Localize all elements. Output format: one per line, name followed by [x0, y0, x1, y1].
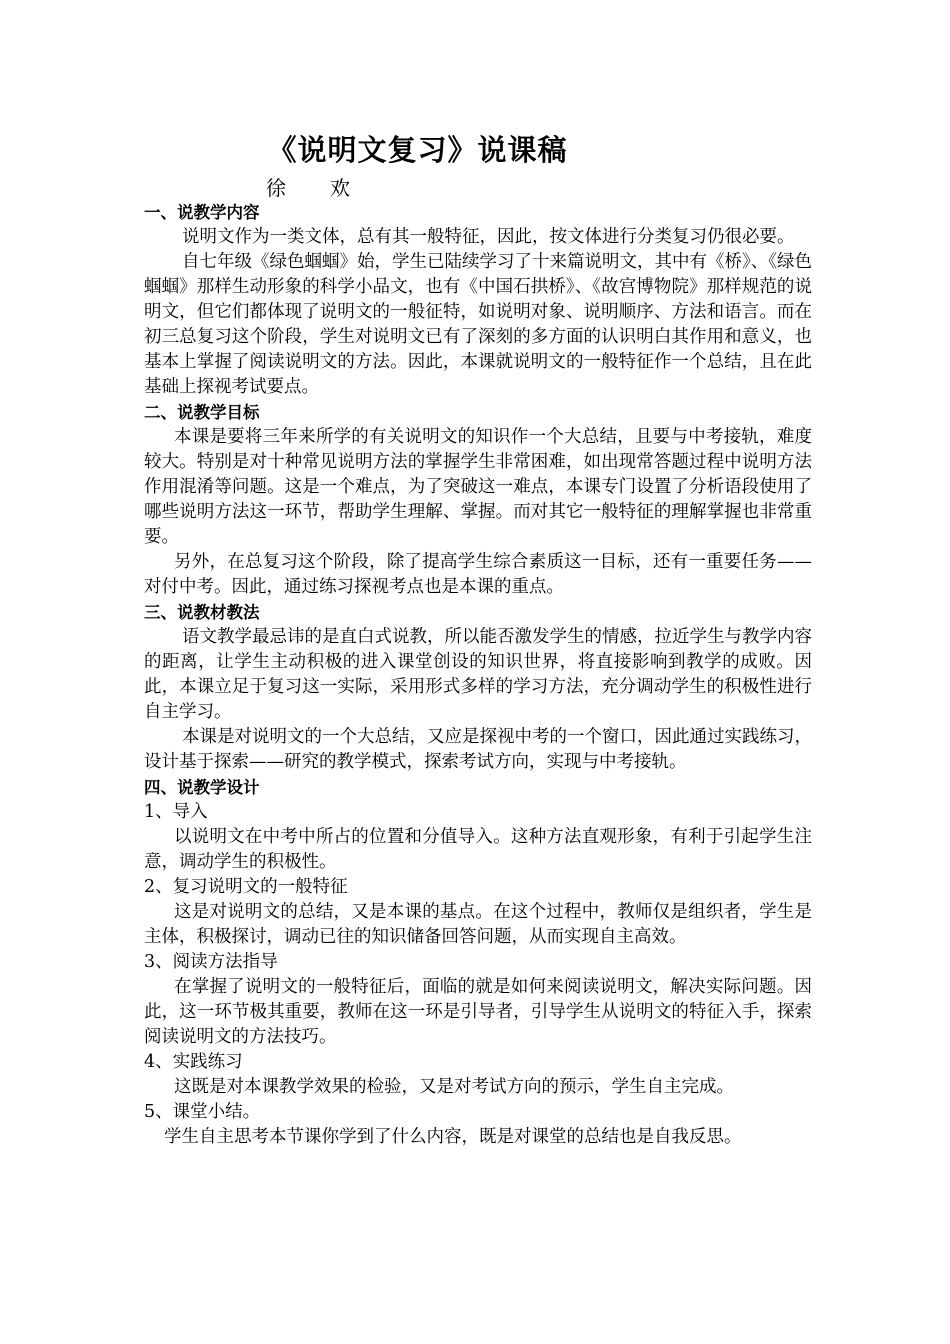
- step-text: 学生自主思考本节课你学到了什么内容，既是对课堂的总结也是自我反思。: [164, 1127, 742, 1147]
- paragraph: 说明文作为一类文体，总有其一般特征，因此，按文体进行分类复习仍很必要。: [182, 227, 795, 247]
- section-heading: 一、说教学内容: [144, 203, 260, 222]
- paragraph: 语文教学最忌讳的是直白式说教，所以能否激发学生的情感，拉近学生与教学内容的距离，让学生主动积极的进入课堂创设的知识世界，将直接影响到教学的成败。因此，本课立足于复习这一实际，采用形式多样的学习方法，充分调动学生的积极性进行自主学习。: [144, 627, 812, 722]
- section-heading: 二、说教学目标: [144, 403, 260, 422]
- author-surname: 徐: [266, 176, 286, 200]
- step-label: 5、课堂小结。: [144, 1102, 261, 1122]
- step-text: 这是对说明文的总结，又是本课的基点。在这个过程中，教师仅是组织者，学生是主体，积极探讨，调动已往的知识储备回答问题，从而实现自主高效。: [144, 902, 812, 947]
- paragraph: 自七年级《绿色蝈蝈》始，学生已陆续学习了十来篇说明文，其中有《桥》、《绿色蝈蝈》那样生动形象的科学小品文，也有《中国石拱桥》、《故宫博物院》那样规范的说明文，但它们都体现了说明文的一般征特，如说明对象、说明顺序、方法和语言。而在初三总复习这个阶段，学生对说明文已有了深刻的多方面的认识明白其作用和意义，也基本上掌握了阅读说明文的方法。因此，本课就说明文的一般特征作一个总结，且在此基础上探视考试要点。: [144, 252, 812, 397]
- paragraph: 另外，在总复习这个阶段，除了提高学生综合素质这一目标，还有一重要任务——对付中考。因此，通过练习探视考点也是本课的重点。: [144, 552, 812, 597]
- step-label: 2、复习说明文的一般特征: [144, 877, 348, 897]
- document-body: [144, 200, 812, 1150]
- step-label: 1、导入: [144, 802, 208, 822]
- document-title: 《说明文复习》说课稿: [267, 133, 568, 167]
- section-heading: 四、说教学设计: [144, 778, 260, 797]
- step-text: 以说明文在中考中所占的位置和分值导入。这种方法直观形象，有利于引起学生注意，调动学生的积极性。: [144, 827, 812, 872]
- paragraph: 本课是要将三年来所学的有关说明文的知识作一个大总结，且要与中考接轨，难度较大。特别是对十种常见说明方法的掌握学生非常困难，如出现常答题过程中说明方法作用混淆等问题。这是一个难点，为了突破这一难点，本课专门设置了分析语段使用了哪些说明方法这一环节，帮助学生理解、掌握。而对其它一般特征的理解掌握也非常重要。: [144, 427, 812, 547]
- step-text: 这既是对本课教学效果的检验，又是对考试方向的预示，学生自主完成。: [174, 1077, 734, 1097]
- paragraph: 本课是对说明文的一个大总结，又应是探视中考的一个窗口，因此通过实践练习，设计基于探索——研究的教学模式，探索考试方向，实现与中考接轨。: [144, 727, 812, 772]
- section-heading: 三、说教材教法: [144, 603, 260, 622]
- author-given-name: 欢: [330, 176, 350, 200]
- author-name: [266, 176, 394, 200]
- step-text: 在掌握了说明文的一般特征后，面临的就是如何来阅读说明文，解决实际问题。因此，这一环节极其重要，教师在这一环是引导者，引导学生从说明文的特征入手，探索阅读说明文的方法技巧。: [144, 977, 812, 1047]
- step-label: 4、实践练习: [144, 1052, 243, 1072]
- step-label: 3、阅读方法指导: [144, 952, 278, 972]
